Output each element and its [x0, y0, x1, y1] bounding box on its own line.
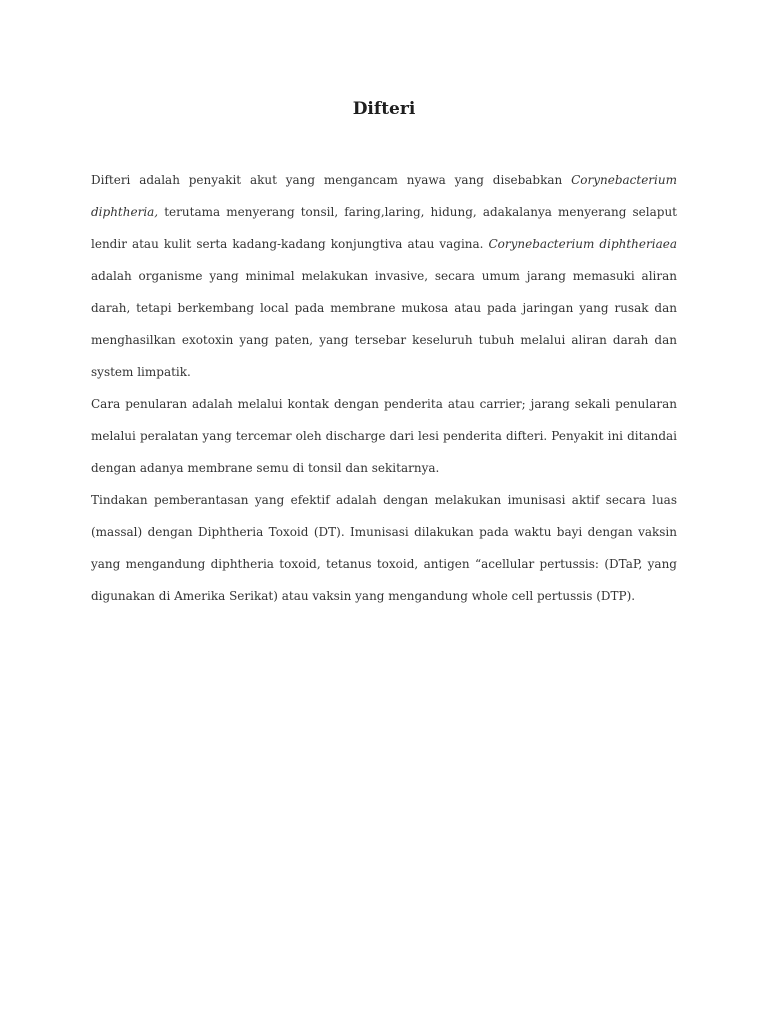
paragraph-3 [91, 484, 677, 612]
document-title: Difteri [352, 99, 416, 119]
paragraph-2 [91, 388, 677, 484]
paragraph-1-segment-5: adalah organisme yang minimal melakukan invasive, secara umum jarang memasuki aliran darah, tetapi berkembang local pada membrane mukosa atau pada jaringan yang rusak dan menghasilkan exotoxin yang paten, yang tersebar keseluruh tubuh melalui aliran darah dan system limpatik. [91, 269, 677, 379]
paragraph-2-segment-1: Cara penularan adalah melalui kontak dengan penderita atau carrier; jarang sekali penularan melalui peralatan yang tercemar oleh discharge dari lesi penderita difteri. Penyakit ini ditandai dengan adanya membrane semu di tonsil dan sekitarnya. [91, 397, 677, 475]
paragraph-1-segment-3: terutama menyerang tonsil, faring,laring, hidung, adakalanya menyerang selaput lendir atau kulit serta kadang-kadang konjungtiva atau vagina. [91, 205, 677, 251]
paragraph-1-segment-1: Difteri adalah penyakit akut yang mengancam nyawa yang disebabkan [91, 173, 572, 187]
paragraph-3-segment-1: Tindakan pemberantasan yang efektif adalah dengan melakukan imunisasi aktif secara luas (massal) dengan Diphtheria Toxoid (DT). Imunisasi dilakukan pada waktu bayi dengan vaksin yang mengandung diphtheria toxoid, tetanus toxoid, antigen “acellular pertussis: (DTaP, yang digunakan di Amerika Serikat) atau vaksin yang mengandung whole cell pertussis (DTP). [91, 493, 677, 603]
paragraph-1-italic-term-1: Corynebacterium diphtheria, [91, 173, 677, 219]
document-body [91, 164, 677, 612]
paragraph-1 [91, 164, 677, 388]
paragraph-1-italic-term-2: Corynebacterium diphtheriaea [488, 237, 677, 251]
